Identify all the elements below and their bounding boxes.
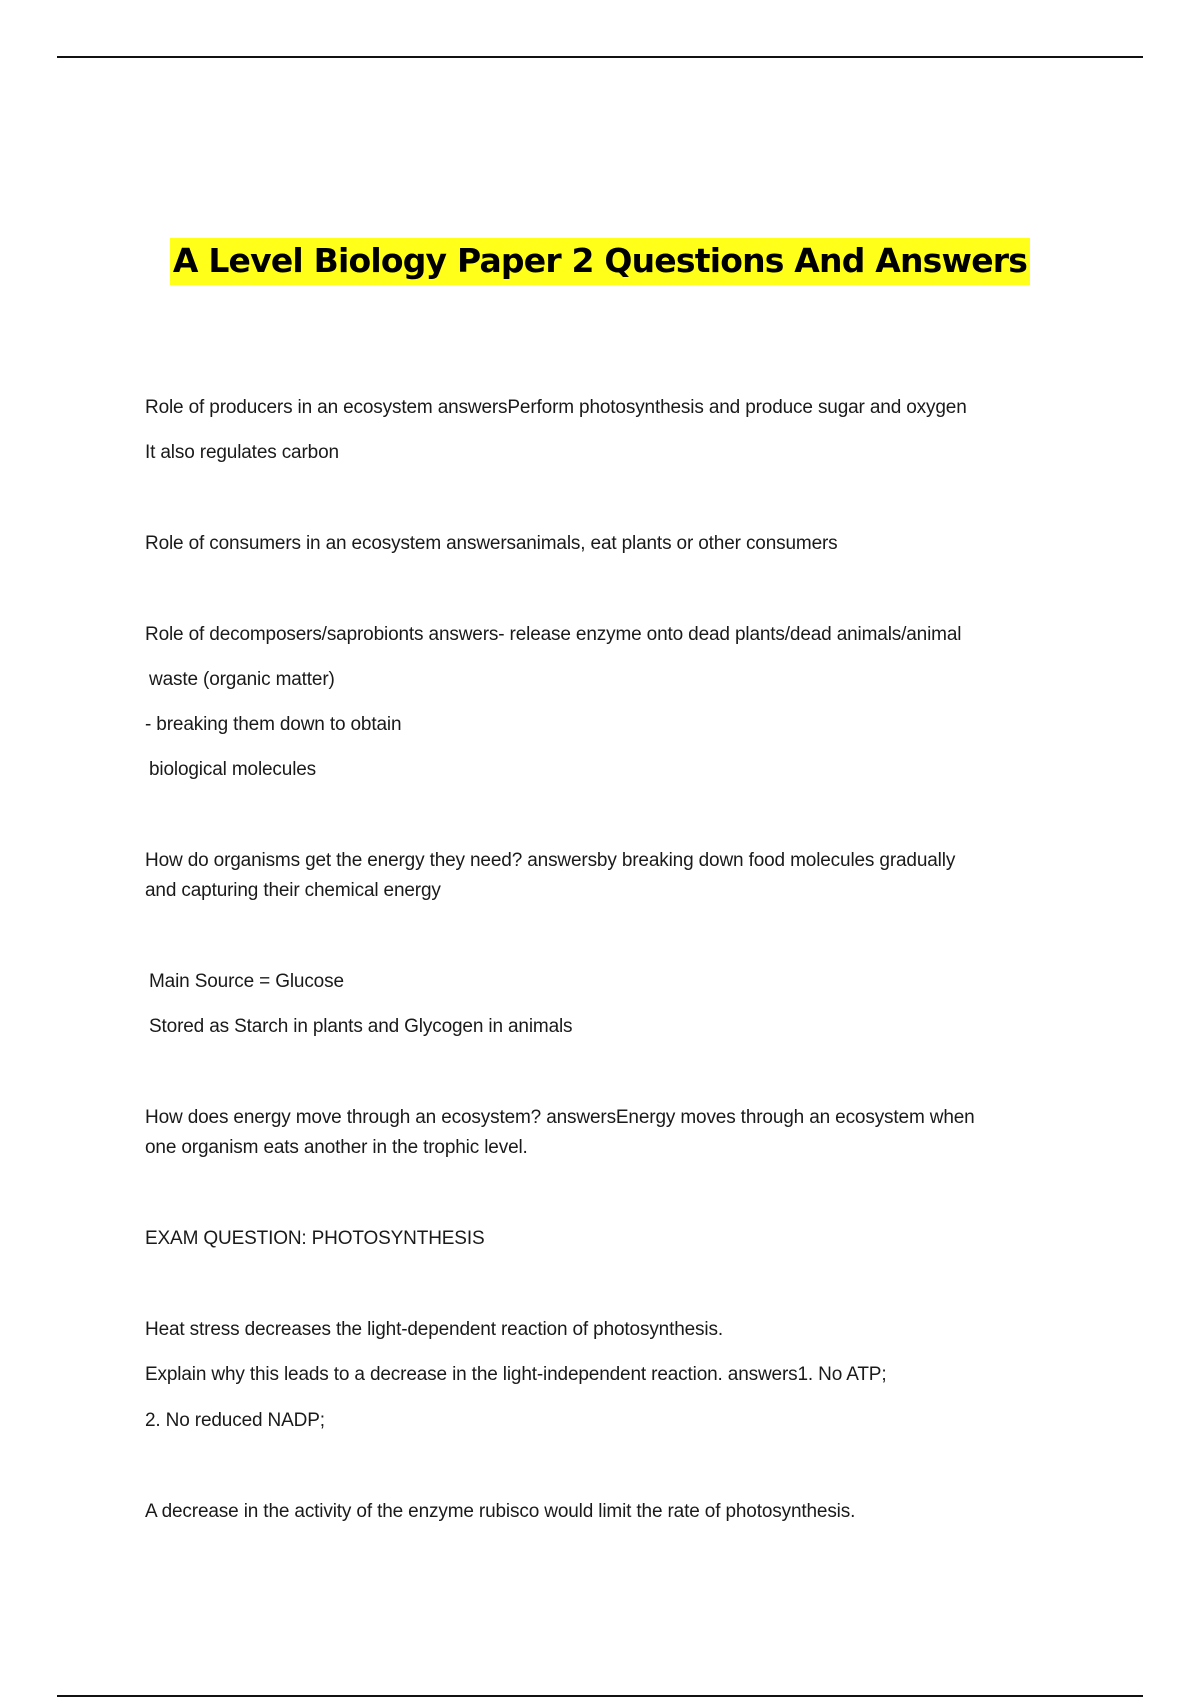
text-line: How do organisms get the energy they need? answersby breaking down food molecules gradually: [145, 850, 956, 871]
text-line: biological molecules: [149, 759, 317, 780]
text-line: Main Source = Glucose: [149, 971, 344, 992]
title-block: [0, 238, 1200, 285]
bottom-rule: [57, 1695, 1143, 1697]
text-line: Stored as Starch in plants and Glycogen in animals: [149, 1016, 573, 1037]
text-line: Heat stress decreases the light-dependent reaction of photosynthesis.: [145, 1319, 723, 1340]
page-title: A Level Biology Paper 2 Questions And Answers: [170, 238, 1030, 285]
text-line: one organism eats another in the trophic level.: [145, 1137, 528, 1158]
text-line: Role of consumers in an ecosystem answersanimals, eat plants or other consumers: [145, 533, 838, 554]
text-line: waste (organic matter): [149, 669, 335, 690]
text-line: Role of producers in an ecosystem answersPerform photosynthesis and produce sugar and oxygen: [145, 397, 967, 418]
text-line: and capturing their chemical energy: [145, 880, 441, 901]
text-line: EXAM QUESTION: PHOTOSYNTHESIS: [145, 1228, 485, 1249]
top-rule: [57, 56, 1143, 58]
text-line: Role of decomposers/saprobionts answers- release enzyme onto dead plants/dead animals/animal: [145, 624, 962, 645]
text-line: - breaking them down to obtain: [145, 714, 402, 735]
text-line: A decrease in the activity of the enzyme rubisco would limit the rate of photosynthesis.: [145, 1501, 856, 1522]
text-line: 2. No reduced NADP;: [145, 1410, 325, 1431]
text-line: How does energy move through an ecosystem? answersEnergy moves through an ecosystem when: [145, 1107, 975, 1128]
text-line: Explain why this leads to a decrease in the light-independent reaction. answers1. No ATP;: [145, 1364, 887, 1385]
text-line: It also regulates carbon: [145, 442, 339, 463]
